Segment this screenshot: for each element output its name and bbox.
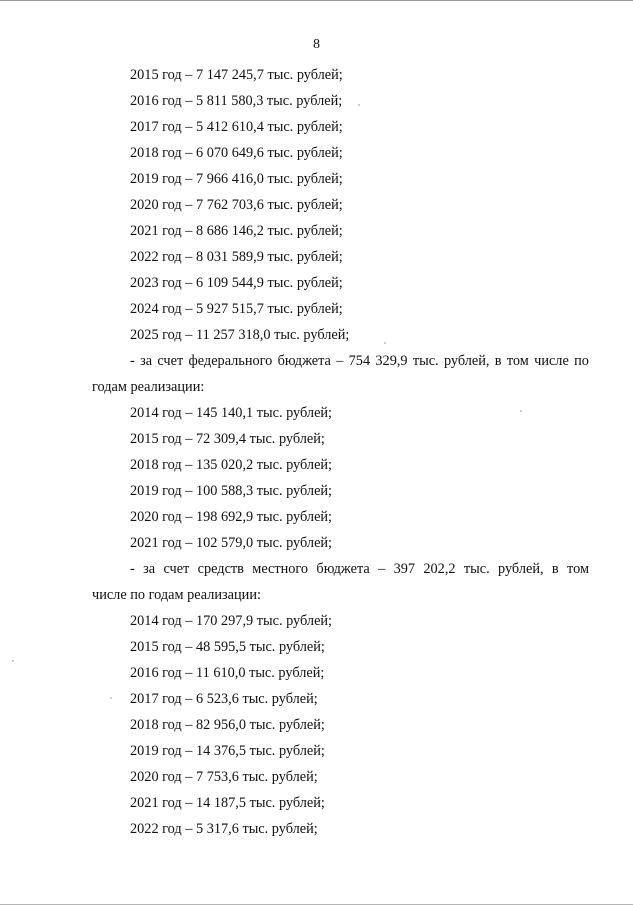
paragraph-word: числе bbox=[534, 353, 569, 369]
paragraph-word: тыс. bbox=[463, 561, 490, 577]
funding-year-line: 2025 год – 11 257 318,0 тыс. рублей; bbox=[130, 327, 350, 343]
paragraph-word: - bbox=[130, 561, 135, 577]
paragraph-word: федерального bbox=[188, 353, 273, 369]
funding-year-line: 2022 год – 8 031 589,9 тыс. рублей; bbox=[130, 249, 343, 265]
paragraph-word: местного bbox=[252, 561, 309, 577]
paragraph-word: 397 bbox=[393, 561, 416, 577]
federal-budget-first-line bbox=[130, 351, 589, 377]
scan-top-edge bbox=[0, 0, 633, 1]
funding-year-line: 2019 год – 14 376,5 тыс. рублей; bbox=[130, 743, 325, 759]
funding-year-line: 2021 год – 14 187,5 тыс. рублей; bbox=[130, 795, 325, 811]
paragraph-word: бюджета bbox=[277, 353, 331, 369]
scan-speck bbox=[520, 410, 522, 412]
paragraph-word: за bbox=[143, 561, 156, 577]
funding-year-line: 2019 год – 100 588,3 тыс. рублей; bbox=[130, 483, 333, 499]
funding-year-line: 2019 год – 7 966 416,0 тыс. рублей; bbox=[130, 171, 343, 187]
funding-year-line: 2018 год – 82 956,0 тыс. рублей; bbox=[130, 717, 325, 733]
funding-year-line: 2018 год – 135 020,2 тыс. рублей; bbox=[130, 457, 333, 473]
funding-year-line: 2014 год – 145 140,1 тыс. рублей; bbox=[130, 405, 333, 421]
federal-budget-paragraph bbox=[92, 351, 589, 377]
funding-year-line: 2020 год – 7 753,6 тыс. рублей; bbox=[130, 769, 318, 785]
funding-year-line: 2020 год – 198 692,9 тыс. рублей; bbox=[130, 509, 333, 525]
scan-speck bbox=[384, 342, 386, 344]
funding-year-line: 2021 год – 8 686 146,2 тыс. рублей; bbox=[130, 223, 343, 239]
local-funding-by-year-list bbox=[92, 611, 589, 845]
total-funding-by-year-list bbox=[92, 65, 589, 351]
funding-year-line: 2020 год – 7 762 703,6 тыс. рублей; bbox=[130, 197, 343, 213]
paragraph-word: в bbox=[494, 353, 502, 369]
paragraph-word: бюджета bbox=[316, 561, 370, 577]
paragraph-word: счет bbox=[163, 561, 190, 577]
funding-year-line: 2024 год – 5 927 515,7 тыс. рублей; bbox=[130, 301, 343, 317]
paragraph-word: счет bbox=[157, 353, 184, 369]
funding-year-line: 2017 год – 6 523,6 тыс. рублей; bbox=[130, 691, 318, 707]
paragraph-word: 202,2 bbox=[423, 561, 456, 577]
funding-year-line: 2021 год – 102 579,0 тыс. рублей; bbox=[130, 535, 333, 551]
paragraph-word: средств bbox=[197, 561, 244, 577]
funding-year-line: 2015 год – 7 147 245,7 тыс. рублей; bbox=[130, 67, 343, 83]
funding-year-line: 2015 год – 48 595,5 тыс. рублей; bbox=[130, 639, 325, 655]
document-body bbox=[92, 65, 589, 845]
paragraph-word: – bbox=[336, 353, 344, 369]
paragraph-word: 754 bbox=[348, 353, 371, 369]
paragraph-word: - bbox=[130, 353, 135, 369]
funding-year-line: 2018 год – 6 070 649,6 тыс. рублей; bbox=[130, 145, 343, 161]
funding-year-line: 2022 год – 5 317,6 тыс. рублей; bbox=[130, 821, 318, 837]
funding-year-line: 2015 год – 72 309,4 тыс. рублей; bbox=[130, 431, 325, 447]
paragraph-word: тыс. bbox=[412, 353, 439, 369]
funding-year-line: 2016 год – 11 610,0 тыс. рублей; bbox=[130, 665, 325, 681]
local-budget-paragraph bbox=[92, 559, 589, 585]
scan-speck bbox=[358, 104, 360, 106]
local-budget-continuation: числе по годам реализации: bbox=[92, 587, 261, 603]
paragraph-word: том bbox=[506, 353, 529, 369]
scan-speck bbox=[110, 697, 112, 699]
funding-year-line: 2016 год – 5 811 580,3 тыс. рублей; bbox=[130, 93, 343, 109]
funding-year-line: 2023 год – 6 109 544,9 тыс. рублей; bbox=[130, 275, 343, 291]
scan-speck bbox=[12, 660, 14, 662]
paragraph-word: за bbox=[140, 353, 153, 369]
paragraph-word: 329,9 bbox=[375, 353, 408, 369]
federal-budget-continuation: годам реализации: bbox=[92, 379, 205, 395]
paragraph-word: рублей, bbox=[443, 353, 490, 369]
page-number: 8 bbox=[313, 37, 320, 52]
federal-funding-by-year-list bbox=[92, 403, 589, 559]
paragraph-word: в bbox=[551, 561, 559, 577]
local-budget-first-line bbox=[130, 559, 589, 585]
paragraph-word: – bbox=[378, 561, 386, 577]
paragraph-word: по bbox=[574, 353, 589, 369]
paragraph-word: том bbox=[567, 561, 589, 577]
paragraph-word: рублей, bbox=[498, 561, 544, 577]
funding-year-line: 2014 год – 170 297,9 тыс. рублей; bbox=[130, 613, 333, 629]
funding-year-line: 2017 год – 5 412 610,4 тыс. рублей; bbox=[130, 119, 343, 135]
